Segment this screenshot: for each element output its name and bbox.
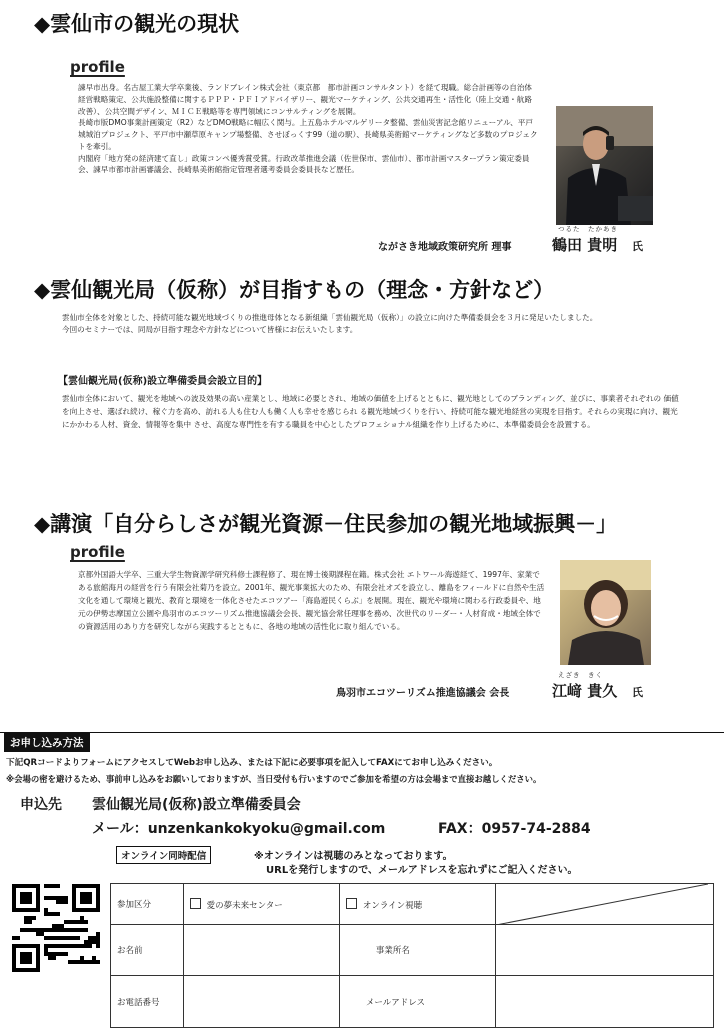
- qr-code[interactable]: [12, 884, 100, 972]
- application-form: [110, 883, 714, 1028]
- venue-checkbox[interactable]: [190, 898, 201, 909]
- name-ruby: えざき きく: [558, 671, 603, 679]
- email-label-cell: [339, 976, 495, 1028]
- profile-label: profile: [70, 58, 125, 76]
- person-on-phone-photo: [556, 106, 653, 225]
- participation-blank-cell: [496, 884, 714, 925]
- intro-paragraph: 今回のセミナーでは、同局が目指す理念や方針などについて皆様にお伝えいたします。: [62, 324, 358, 334]
- profile-label: profile: [70, 543, 125, 561]
- name-label: お名前: [117, 946, 143, 956]
- online-option-label: オンライン視聴: [362, 900, 423, 911]
- online-url-note: URLを発行しますので、メールアドレスを忘れずにご記入ください。: [266, 865, 578, 876]
- phone-label: お電話番号: [117, 997, 160, 1008]
- speaker-photo-tsuruta: [556, 106, 653, 225]
- section-heading-lecture: ◆講演「自分らしさが観光資源－住民参加の観光地域振興－」: [34, 511, 618, 536]
- online-checkbox[interactable]: [346, 898, 357, 909]
- email-input-cell[interactable]: [496, 976, 714, 1028]
- application-notice: ※会場の密を避けるため、事前申し込みをお願いしておりますが、当日受付も行いますのでご参加を希望の方は会場まで直接お越しください。: [6, 774, 542, 784]
- speaker-honorific: 氏: [632, 240, 643, 253]
- application-banner: お申し込み方法: [4, 733, 90, 752]
- online-option-cell[interactable]: [339, 884, 495, 925]
- phone-input-cell[interactable]: [183, 976, 339, 1028]
- online-badge: オンライン同時配信: [116, 846, 211, 864]
- qr-code-image: [12, 884, 100, 972]
- online-note: ※オンラインは視聴のみとなっております。: [254, 851, 453, 862]
- fax-contact: FAX：0957-74-2884: [438, 821, 591, 837]
- destination-label: 申込先: [20, 797, 62, 813]
- diagonal-line: [496, 884, 708, 925]
- profile-paragraph: 諫早市出身。名古屋工業大学卒業後、ランドブレイン株式会社（東京都 都市計画コンサルタント）を経て現職。総合計画等の自治体経営戦略策定、公共施設整備に関するＰＰＰ・ＰＦＩアドバイザリー、観光マーケティング、公共交通再生・活性化（陸上交通・航路改善）、公共空間デザイン、ＭＩＣＥ戦略等を専門領域にコンサルティングを展開。: [78, 83, 533, 116]
- profile-text-ezaki: 京都外国語大学卒、三重大学生物資源学研究科修士課程修了、現在博士後期課程在籍。株式会社 エトワール海遊経て、1997年、家業である旅館海月の経営を行う有限会社菊乃を設立。2001年、観光事業拡大のため、有限会社オズを設立し、離島をフィールドに自然や生活文化を通して環境と観光、教育と環境を一体化させたエコツアー「海島遊民くらぶ」を展開。現在、観光や環境に関わる行政委員や、地元の伊勢志摩国立公園や鳥羽市のエコツーリズム推進協議会会長、観光協会常任理事を務め、次世代のリーダー・人材育成・地域全体での資源活用のあり方を研究しながら実践するとともに、各地の地域の活性化に取り組んでいる。: [78, 570, 545, 632]
- speaker-honorific: 氏: [632, 686, 643, 699]
- email-contact[interactable]: メール：unzenkankokyoku@gmail.com: [92, 821, 386, 837]
- office-label: 事業所名: [375, 946, 410, 956]
- purpose-subheading: 【雲仙観光局(仮称)設立準備委員会設立目的】: [58, 376, 268, 387]
- venue-option-label: 愛の夢未来センター: [206, 900, 283, 911]
- phone-label-cell: [111, 976, 184, 1028]
- smiling-woman-photo: [560, 560, 651, 665]
- purpose-text: 雲仙市全体において、観光を地域への波及効果の高い産業とし、地域に必要とされ、地域の価値を上げるとともに、観光地としてのブランディング、並びに、事業者それぞれの 価値を向上させ、選ばれ続け、稼ぐ力を高め、訪れる人も住む人も働く人も幸せを感じられ る観光地域づくりを行い、持続可能な観光地経営の実現を目指す。それらの実現に向け、観光にかかわる人材、資金、情報等を集中 させ、高度な専門性を有する職員を中心としたプロフェショナル組織を作り上げるために、本準備委員会を設置する。: [62, 394, 679, 430]
- divider: [0, 732, 724, 733]
- office-label-cell: [339, 925, 495, 976]
- participation-label-cell: [111, 884, 184, 925]
- email-label: メールアドレス: [365, 997, 425, 1008]
- goals-intro: [62, 312, 662, 336]
- speaker-name: 江﨑 貴久: [552, 682, 618, 700]
- speaker-photo-ezaki: [560, 560, 651, 665]
- name-label-cell: [111, 925, 184, 976]
- section-heading-goals: ◆雲仙観光局（仮称）が目指すもの（理念・方針など）: [34, 277, 555, 302]
- name-input-cell[interactable]: [183, 925, 339, 976]
- profile-paragraph: 長崎市版DMO事業計画策定（R2）などDMO戦略に幅広く関与。上五島ホテルマルゲリータ整備、雲仙災害記念館リニューアル、平戸城城泊プロジェクト、平戸市中瀬草原キャンプ場整備、させぼっくす99（道の駅）、長崎県美術館マーケティングなど多数のプロジェクトを牽引。: [78, 118, 538, 151]
- office-input-cell[interactable]: [496, 925, 714, 976]
- intro-paragraph: 雲仙市全体を対象とした、持続可能な観光地域づくりの推進母体となる新組織「雲仙観光局（仮称）」の設立に向けた準備委員会を３月に発足いたしました。: [62, 313, 598, 322]
- speaker-org: ながさき地域政策研究所 理事: [378, 242, 512, 253]
- speaker-name: 鶴田 貴明: [552, 236, 618, 254]
- venue-option-cell[interactable]: [183, 884, 339, 925]
- destination-name: 雲仙観光局(仮称)設立準備委員会: [92, 797, 301, 813]
- name-ruby: つるた たかあき: [558, 225, 618, 233]
- profile-text-tsuruta: [78, 82, 538, 176]
- profile-paragraph: 内閣府「地方発の経済建て直し」政策コンペ優秀賞受賞。行政改革推進会議（佐世保市、雲仙市）、都市計画マスタープラン策定委員会、諫早市都市計画審議会、長崎県美術館指定管理者選考委員会委員長など歴任。: [78, 153, 530, 175]
- speaker-org: 鳥羽市エコツーリズム推進協議会 会長: [336, 688, 510, 699]
- section-heading-current-state: ◆雲仙市の観光の現状: [34, 11, 240, 36]
- application-instructions: 下記QRコードよりフォームにアクセスしてWebお申し込み、または下記に必要事項を記入してFAXにてお申し込みください。: [6, 758, 498, 768]
- participation-label: 参加区分: [117, 900, 152, 910]
